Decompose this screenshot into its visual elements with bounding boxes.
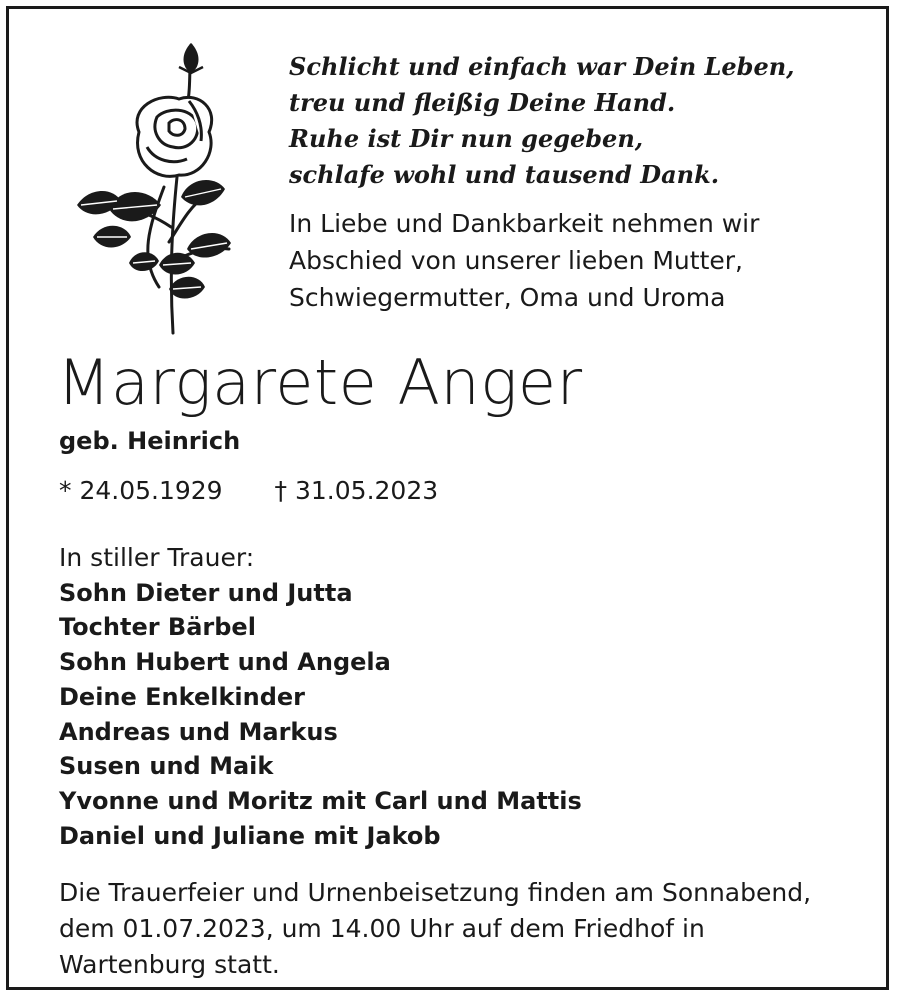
funeral-line: Wartenburg statt.	[59, 950, 280, 979]
mourner-entry: Yvonne und Moritz mit Carl und Mattis	[59, 786, 582, 815]
deceased-name: Margarete Anger	[57, 346, 583, 419]
poem-line: Ruhe ist Dir nun gegeben,	[289, 124, 644, 153]
mourner-entry: Sohn Dieter und Jutta	[59, 578, 353, 607]
poem-line: Schlicht und einfach war Dein Leben,	[289, 52, 795, 81]
mourners-list	[59, 541, 879, 853]
mourner-entry: Deine Enkelkinder	[59, 682, 306, 711]
intro-line: Abschied von unserer lieben Mutter,	[289, 246, 743, 275]
birth-date: * 24.05.1929	[59, 476, 223, 505]
mourners-heading: In stiller Trauer:	[59, 543, 255, 572]
intro-line: In Liebe und Dankbarkeit nehmen wir	[289, 209, 760, 238]
funeral-notice	[59, 875, 879, 983]
funeral-line: dem 01.07.2023, um 14.00 Uhr auf dem Friedhof in	[59, 914, 705, 943]
poem-line: treu und fleißig Deine Hand.	[289, 88, 676, 117]
mourner-entry: Sohn Hubert und Angela	[59, 648, 391, 677]
mourner-entry: Tochter Bärbel	[59, 613, 256, 642]
life-dates	[59, 476, 438, 505]
poem-verse	[289, 49, 879, 193]
mourner-entry: Daniel und Juliane mit Jakob	[59, 821, 441, 850]
mourner-entry: Andreas und Markus	[59, 717, 338, 746]
obituary-frame	[6, 6, 889, 990]
poem-line: schlafe wohl und tausend Dank.	[289, 160, 720, 189]
intro-text	[289, 205, 879, 316]
funeral-line: Die Trauerfeier und Urnenbeisetzung finden am Sonnabend,	[59, 878, 812, 907]
death-date: † 31.05.2023	[274, 476, 439, 505]
intro-line: Schwiegermutter, Oma und Uroma	[289, 283, 726, 312]
rose-icon	[69, 37, 239, 337]
mourner-entry: Susen und Maik	[59, 752, 274, 781]
birth-name: geb. Heinrich	[59, 427, 241, 455]
